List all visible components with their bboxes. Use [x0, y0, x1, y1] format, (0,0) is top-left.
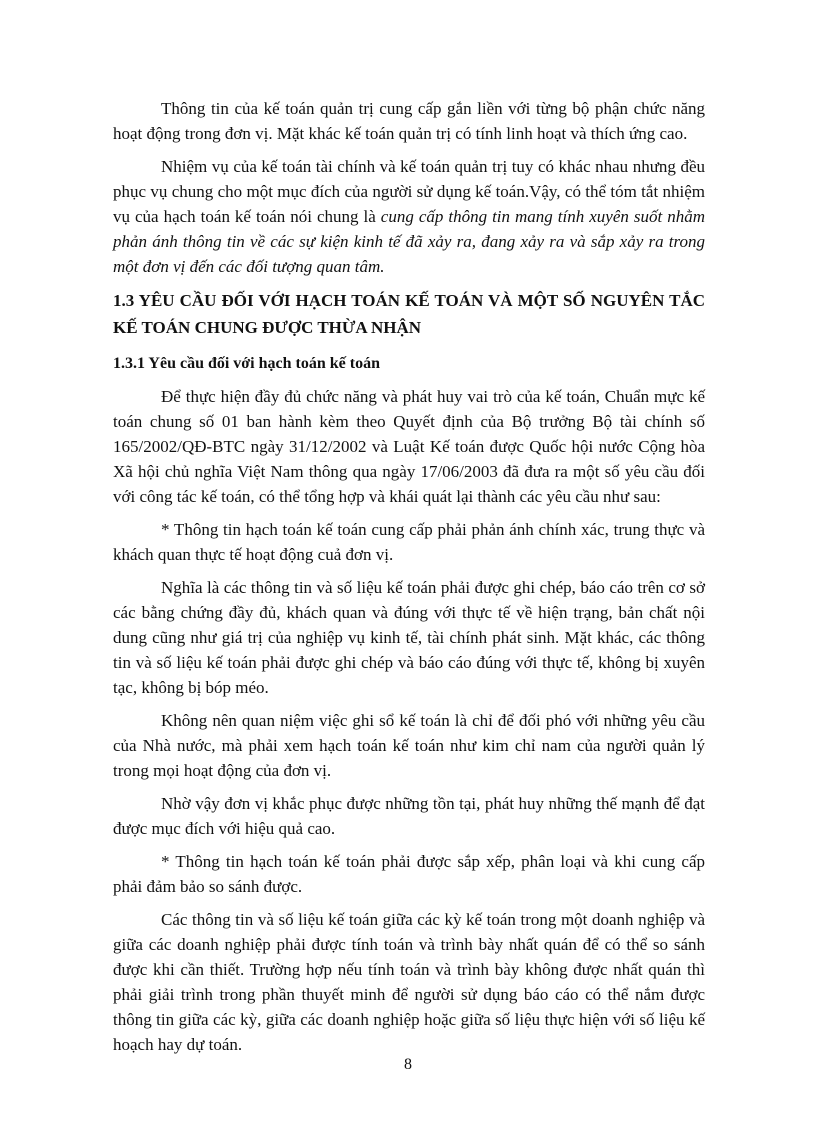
paragraph-requirement-comparability: * Thông tin hạch toán kế toán phải được sắp xếp, phân loại và khi cung cấp phải đảm bảo so sánh được. [113, 852, 705, 896]
paragraph-comparability-explanation: Các thông tin và số liệu kế toán giữa các kỳ kế toán trong một doanh nghiệp và giữa các doanh nghiệp phải được tính toán và trình bày nhất quán để có thể so sánh được khi cần thiết. Trường hợp nếu tính toán và trình bày không được nhất quán thì phải giải trình trong phần thuyết minh để người sử dụng báo cáo có thể nắm được thông tin giữa các kỳ, giữa các doanh nghiệp hoặc giữa số liệu thực hiện với số liệu kế hoạch hay dự toán. [113, 910, 705, 1054]
subsection-heading-1-3-1: 1.3.1 Yêu cầu đối với hạch toán kế toán [113, 355, 380, 372]
document-page [113, 96, 705, 1065]
paragraph-requirement-accuracy: * Thông tin hạch toán kế toán cung cấp phải phản ánh chính xác, trung thực và khách quan thực tế hoạt động cuả đơn vị. [113, 520, 705, 564]
page-number: 8 [404, 1056, 412, 1073]
paragraph-accounting-duties-plain: Nhiệm vụ của kế toán tài chính và kế toán quản trị tuy có khác nhau nhưng đều phục vụ chung cho một mục đích của người sử dụng kế toán.Vậy, có thể tóm tắt nhiệm vụ của hạch toán kế toán nói chung là [113, 157, 705, 226]
paragraph-accounting-duties-italic: cung cấp thông tin mang tính xuyên suốt nhằm phản ánh thông tin về các sự kiện kinh tế đã xảy ra, đang xảy ra và sắp xảy ra trong một đơn vị đến các đối tượng quan tâm. [113, 207, 705, 276]
paragraph-management-accounting-info: Thông tin của kế toán quản trị cung cấp gắn liền với từng bộ phận chức năng hoạt động trong đơn vị. Mặt khác kế toán quản trị có tính linh hoạt và thích ứng cao. [113, 99, 705, 143]
paragraph-not-just-compliance: Không nên quan niệm việc ghi sổ kế toán là chỉ để đối phó với những yêu cầu của Nhà nước, mà phải xem hạch toán kế toán như kim chỉ nam của người quản lý trong mọi hoạt động của đơn vị. [113, 711, 705, 780]
paragraph-standards-intro: Để thực hiện đầy đủ chức năng và phát huy vai trò của kế toán, Chuẩn mực kế toán chung số 01 ban hành kèm theo Quyết định của Bộ trưởng Bộ tài chính số 165/2002/QĐ-BTC ngày 31/12/2002 và Luật Kế toán được Quốc hội nước Cộng hòa Xã hội chủ nghĩa Việt Nam thông qua ngày 17/06/2003 đã đưa ra một số yêu cầu đối với công tác kế toán, có thể tổng hợp và khái quát lại thành các yêu cầu như sau: [113, 387, 705, 506]
paragraph-benefits: Nhờ vậy đơn vị khắc phục được những tồn tại, phát huy những thế mạnh để đạt được mục đích với hiệu quả cao. [113, 794, 705, 838]
paragraph-accuracy-explanation: Nghĩa là các thông tin và số liệu kế toán phải được ghi chép, báo cáo trên cơ sở các bằng chứng đầy đủ, khách quan và đúng với thực tế về hiện trạng, bản chất nội dung cũng như giá trị của nghiệp vụ kinh tế, tài chính phát sinh. Mặt khác, các thông tin và số liệu kế toán phải được ghi chép và báo cáo đúng với thực tế, không bị xuyên tạc, không bị bóp méo. [113, 578, 705, 697]
section-heading-1-3: 1.3 YÊU CẦU ĐỐI VỚI HẠCH TOÁN KẾ TOÁN VÀ MỘT SỐ NGUYÊN TẮC KẾ TOÁN CHUNG ĐƯỢC THỪA NHẬN [113, 291, 705, 337]
paragraph-accounting-duties [113, 154, 705, 279]
